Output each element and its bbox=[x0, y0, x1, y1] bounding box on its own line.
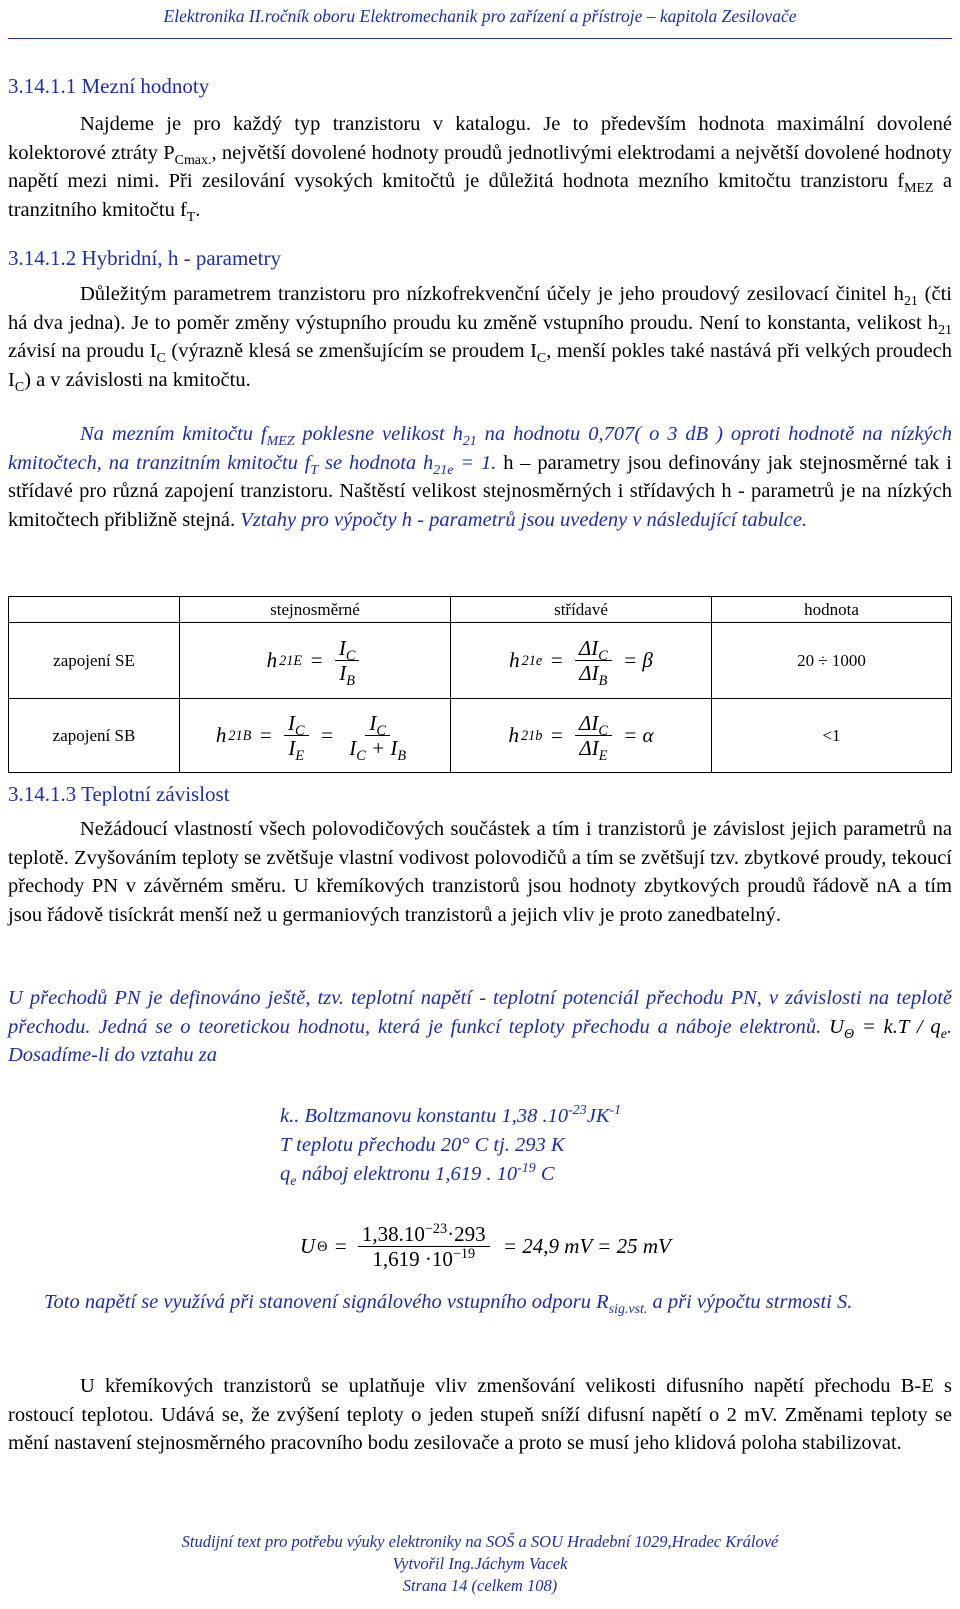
page-header: Elektronika II.ročník oboru Elektromechanik pro zařízení a přístroje – kapitola Zesilovače bbox=[163, 6, 797, 26]
paragraph-mezni-hodnoty: Najdeme je pro každý typ tranzistoru v katalogu. Je to především hodnota maximální dovolené kolektorové ztráty $P_{Cmax.}$, největší dovolené hodnoty proudů jednotlivými elektrodami a největší dovolené hodnoty napětí mezi nimi. Při zesilování vysokých kmitočtů je důležitá hodnota mezního kmitočtu tranzistoru $f_{MEZ}$ a tranzitního kmitočtu $f_T$. bbox=[8, 113, 953, 225]
row-label-se: zapojení SE bbox=[9, 623, 180, 699]
h-parameters-table bbox=[8, 596, 952, 773]
table-header-row bbox=[9, 597, 952, 623]
header-divider bbox=[8, 38, 952, 39]
table-header-value: hodnota bbox=[712, 597, 952, 623]
table-header-empty bbox=[9, 597, 180, 623]
footer-page-number: Strana 14 (celkem 108) bbox=[402, 1576, 558, 1595]
row-value-se: 20 ÷ 1000 bbox=[712, 623, 952, 699]
footer-line-2: Vytvořil Ing.Jáchym Vacek bbox=[392, 1554, 568, 1573]
table-header-ac: střídavé bbox=[451, 597, 712, 623]
table-row bbox=[9, 623, 952, 699]
formula-h21e: h 21e = $\frac{\Delta I_C}{\Delta I_B}$ = β bbox=[451, 623, 712, 699]
paragraph-vyuziti: Toto napětí se využívá při stanovení signálového vstupního odporu $R_{sig.vst.}$ a při výpočtu strmosti S. bbox=[44, 1291, 853, 1318]
formula-h21E: h 21E = $\frac{I_C}{I_B}$ bbox=[180, 623, 451, 699]
footer-line-1: Studijní text pro potřebu výuky elektroniky na SOŠ a SOU Hradební 1029,Hradec Králové bbox=[181, 1532, 779, 1551]
paragraph-teplotni-zavislost: Nežádoucí vlastností všech polovodičových součástek a tím i tranzistorů je závislost jejich parametrů na teplotě. Zvyšováním teploty se zvětšuje vlastní vodivost polovodičů a tím se zvětšují tzv. zbytkové proudy, tekoucí přechody PN v závěrném směru. U křemíkových tranzistorů jsou hodnoty zbytkových proudů řádově nA a tím jsou řádově tisíckrát menší než u germaniových tranzistorů a jejich vliv je proto zanedbatelný. bbox=[8, 818, 952, 926]
constant-k: k.. Boltzmanovu konstantu 1,38 $.10^{-23}JK^{-1}$ bbox=[280, 1103, 622, 1127]
formula-h21b: h 21b = $\frac{\Delta I_C}{\Delta I_E}$ = α bbox=[451, 699, 712, 773]
constant-T: T teplotu přechodu 20° C tj. 293 K bbox=[280, 1134, 565, 1156]
section-heading-h-parametry: 3.14.1.2 Hybridní, h - parametry bbox=[8, 246, 281, 270]
paragraph-h-parametry-2: Na mezním kmitočtu $f_{MEZ}$ poklesne velikost $h_{21}$ na hodnotu 0,707( o 3 dB ) oproti hodnotě na nízkých kmitočtech, na tranzitním kmitočtu $f_T$ se hodnota $h_{21e} = 1$. h – parametry jsou definovány jak stejnosměrné tak i střídavé pro různá zapojení tranzistoru. Naštěstí velikost stejnosměrných i střídavých h - parametrů je na nízkých kmitočtech přibližně stejná. Vztahy pro výpočty h - parametrů jsou uvedeny v následující tabulce. bbox=[8, 423, 952, 531]
thermal-voltage-formula: U Θ = $\frac{1,38.10^{-23}\cdot 293}{1,619 \cdot 10^{-19}}$ = 24,9 mV = 25 mV bbox=[300, 1221, 671, 1272]
paragraph-teplotni-napeti: U přechodů PN je definováno ještě, tzv. teplotní napětí - teplotní potenciál přechodu PN, v závislosti na teplotě přechodu. Jedná se o teoretickou hodnotu, která je funkcí teploty přechodu a náboje elektronů. $U_\Theta = k.T / q_e$. Dosadíme-li do vztahu za bbox=[8, 987, 952, 1067]
paragraph-kremikove: U křemíkových tranzistorů se uplatňuje vliv zmenšování velikosti difusního napětí přechodu B-E s rostoucí teplotou. Udává se, že zvýšení teploty o jeden stupeň sníží difusní napětí o 2 mV. Změnami teploty se mění nastavení stejnosměrného pracovního bodu zesilovače a proto se musí jeho klidová poloha stabilizovat. bbox=[8, 1375, 952, 1455]
paragraph-h-parametry: Důležitým parametrem tranzistoru pro nízkofrekvenční účely je jeho proudový zesilovací činitel $h_{21}$ (čti há dva jedna). Je to poměr změny výstupního proudu ku změně vstupního proudu. Není to konstanta, velikost $h_{21}$ závisí na proudu $I_C$ (výrazně klesá se zmenšujícím se proudem $I_C$, menší pokles také nastává při velkých proudech $I_C$) a v závislosti na kmitočtu. bbox=[8, 283, 952, 395]
row-label-sb: zapojení SB bbox=[9, 699, 180, 773]
table-row bbox=[9, 699, 952, 773]
section-heading-teplotni-zavislost: 3.14.1.3 Teplotní závislost bbox=[8, 782, 230, 806]
row-value-sb: <1 bbox=[712, 699, 952, 773]
section-heading-mezni-hodnoty: 3.14.1.1 Mezní hodnoty bbox=[8, 74, 210, 98]
table-header-dc: stejnosměrné bbox=[180, 597, 451, 623]
constant-q: $q_e$ náboj elektronu 1,619 . $10^{-19}$ C bbox=[280, 1161, 555, 1190]
formula-h21B: h 21B = $\frac{I_C}{I_E}$ = $\frac{I_C}{I_C + I_B}$ bbox=[180, 699, 451, 773]
